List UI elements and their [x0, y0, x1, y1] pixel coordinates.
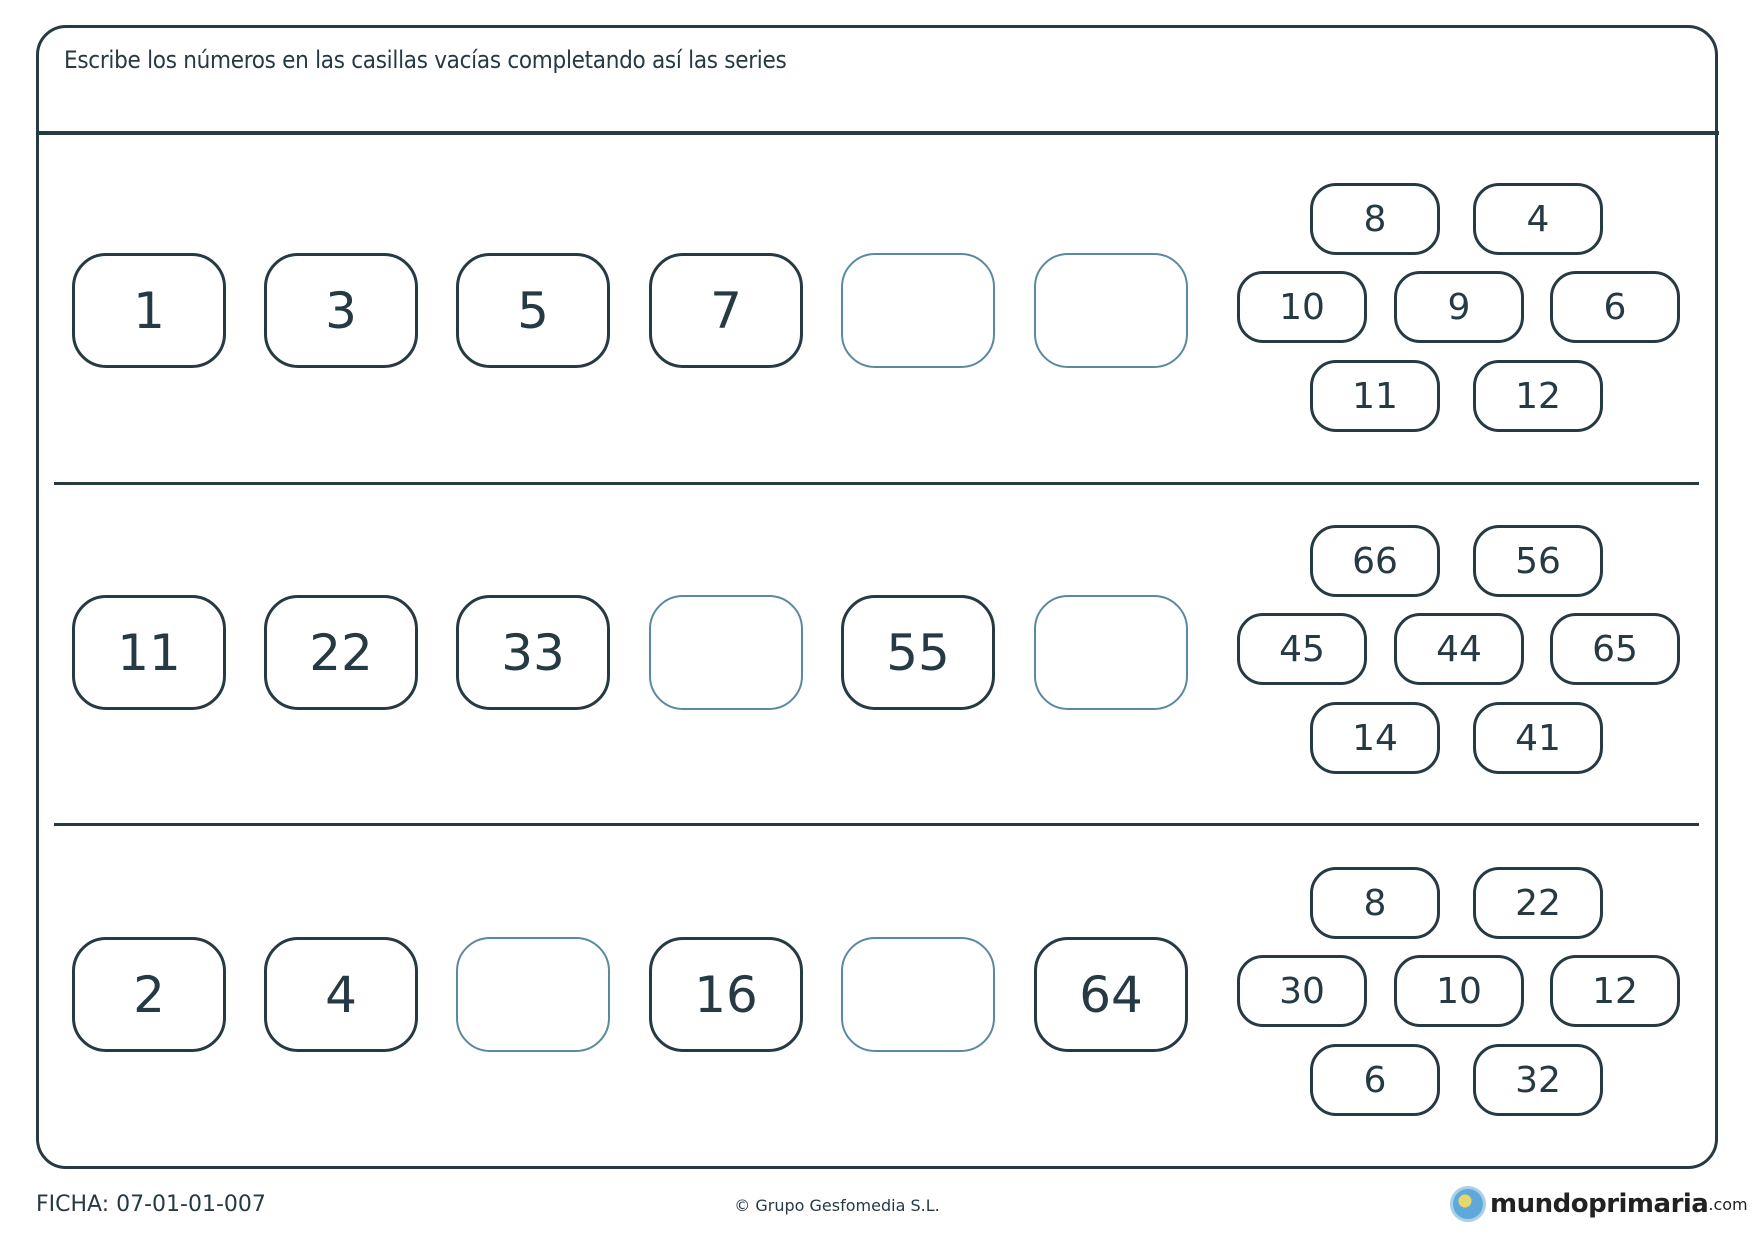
series-number-box: 16 [649, 937, 803, 1052]
option-number[interactable]: 8 [1310, 183, 1440, 255]
series-number-box: 2 [72, 937, 226, 1052]
empty-answer-box[interactable] [456, 937, 610, 1052]
option-number[interactable]: 66 [1310, 525, 1440, 597]
series-number-box: 55 [841, 595, 995, 710]
empty-answer-box[interactable] [1034, 253, 1188, 368]
option-number[interactable]: 14 [1310, 702, 1440, 774]
ficha-code: FICHA: 07-01-01-007 [36, 1192, 266, 1217]
series-number-box: 5 [456, 253, 610, 368]
option-number[interactable]: 44 [1394, 613, 1524, 685]
row-divider [54, 482, 1699, 485]
series-number-box: 7 [649, 253, 803, 368]
series-number-box: 1 [72, 253, 226, 368]
instruction-text: Escribe los números en las casillas vacías completando así las series [64, 46, 787, 74]
option-number[interactable]: 30 [1237, 955, 1367, 1027]
series-number-box: 64 [1034, 937, 1188, 1052]
mundoprimaria-logo [1450, 1186, 1748, 1222]
option-number[interactable]: 12 [1550, 955, 1680, 1027]
option-number[interactable]: 45 [1237, 613, 1367, 685]
series-number-box: 33 [456, 595, 610, 710]
option-number[interactable]: 65 [1550, 613, 1680, 685]
option-number[interactable]: 10 [1394, 955, 1524, 1027]
option-number[interactable]: 6 [1310, 1044, 1440, 1116]
empty-answer-box[interactable] [649, 595, 803, 710]
globe-icon [1450, 1186, 1486, 1222]
copyright: © Grupo Gesfomedia S.L. [734, 1196, 940, 1215]
logo-text: mundoprimaria [1490, 1189, 1709, 1219]
option-number[interactable]: 9 [1394, 271, 1524, 343]
option-number[interactable]: 4 [1473, 183, 1603, 255]
option-number[interactable]: 32 [1473, 1044, 1603, 1116]
empty-answer-box[interactable] [841, 937, 995, 1052]
option-number[interactable]: 8 [1310, 867, 1440, 939]
logo-domain: .com [1708, 1194, 1748, 1214]
option-number[interactable]: 56 [1473, 525, 1603, 597]
empty-answer-box[interactable] [1034, 595, 1188, 710]
series-number-box: 3 [264, 253, 418, 368]
series-number-box: 4 [264, 937, 418, 1052]
empty-answer-box[interactable] [841, 253, 995, 368]
option-number[interactable]: 22 [1473, 867, 1603, 939]
header-divider [36, 131, 1719, 135]
option-number[interactable]: 6 [1550, 271, 1680, 343]
option-number[interactable]: 10 [1237, 271, 1367, 343]
option-number[interactable]: 12 [1473, 360, 1603, 432]
row-divider [54, 823, 1699, 826]
series-number-box: 22 [264, 595, 418, 710]
option-number[interactable]: 41 [1473, 702, 1603, 774]
option-number[interactable]: 11 [1310, 360, 1440, 432]
series-number-box: 11 [72, 595, 226, 710]
